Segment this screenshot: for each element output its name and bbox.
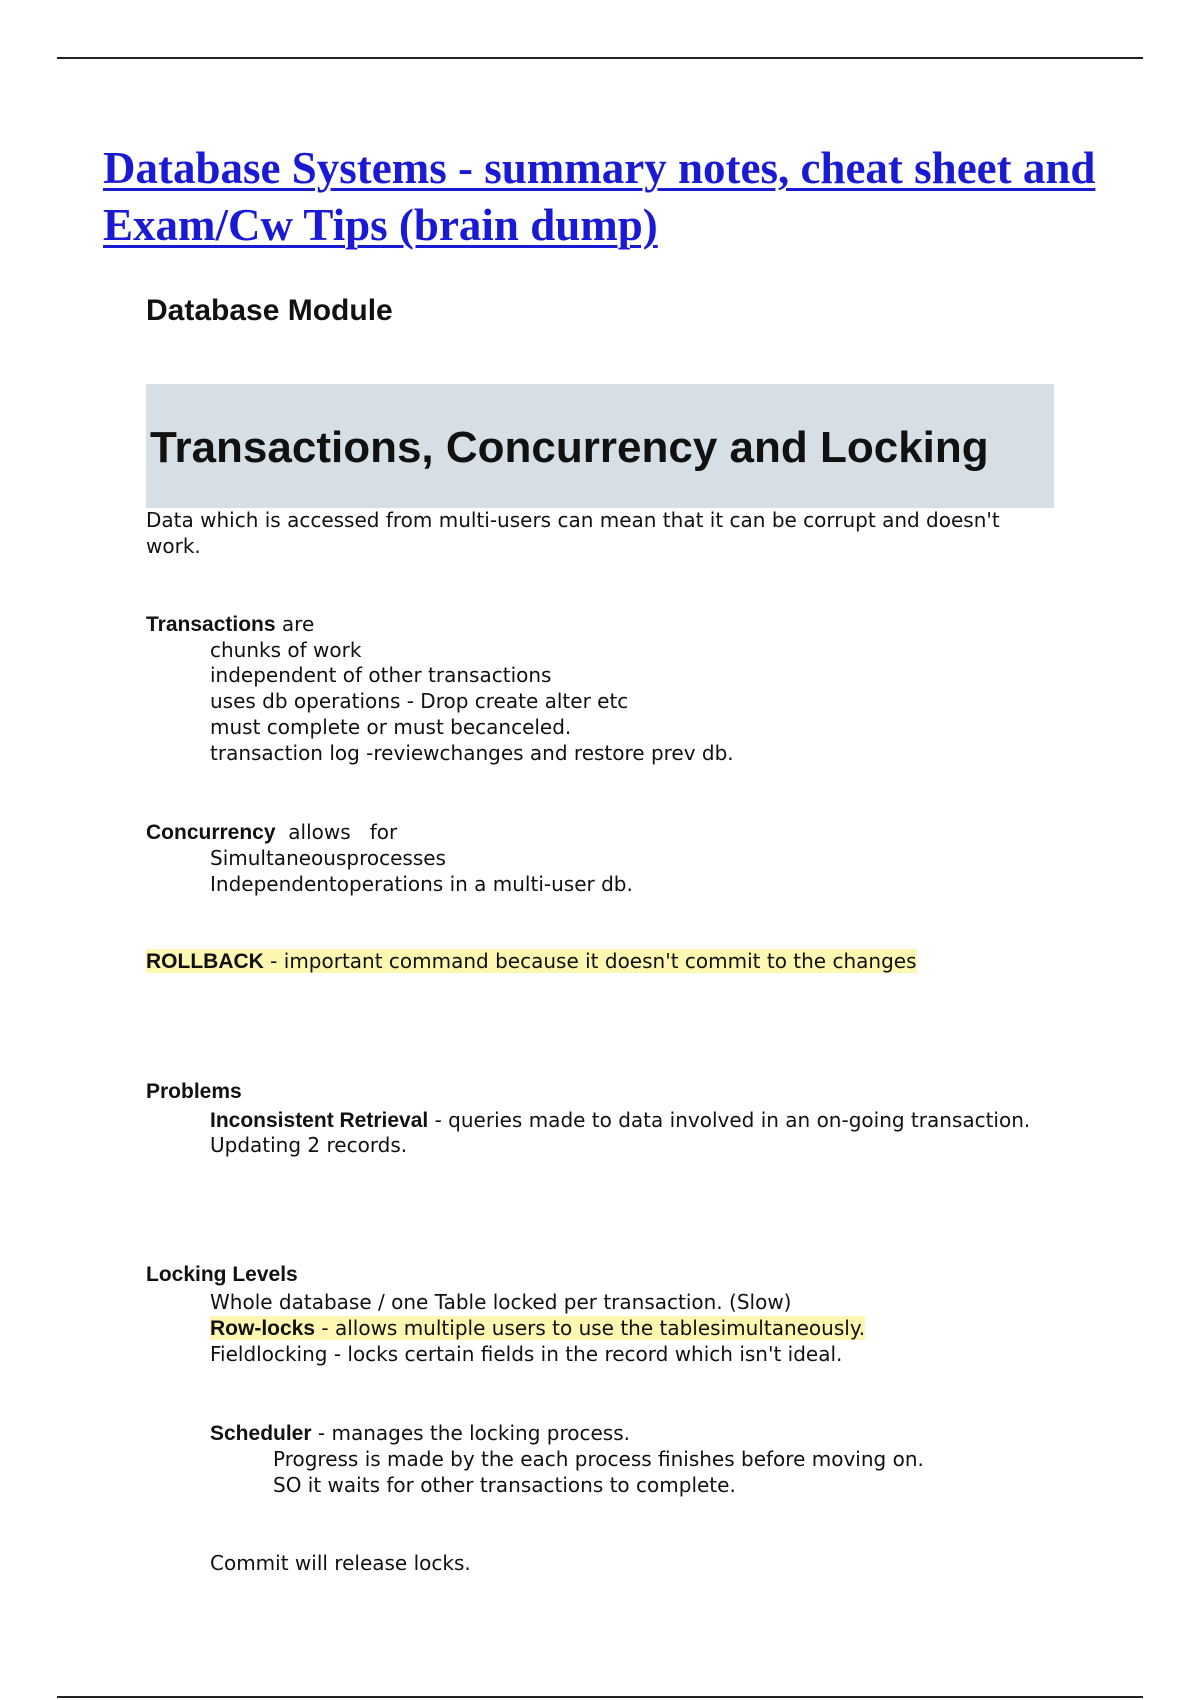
document-title-link[interactable]: Database Systems - summary notes, cheat sheet and Exam/Cw Tips (brain dump) (103, 143, 1096, 250)
locking-level-item-rowlocks (210, 1315, 865, 1342)
locking-level-item: Fieldlocking - locks certain fields in the record which isn't ideal. (210, 1342, 843, 1366)
problems-item-line2: Updating 2 records. (210, 1133, 408, 1157)
section-title: Transactions, Concurrency and Locking (150, 423, 989, 472)
rollback-note (146, 948, 917, 975)
list-item: must complete or must becanceled. (210, 715, 572, 739)
locking-level-item: Whole database / one Table locked per transaction. (Slow) (210, 1290, 792, 1314)
list-item: Simultaneousprocesses (210, 846, 446, 870)
transactions-suffix: are (275, 612, 315, 636)
list-item: uses db operations - Drop create alter etc (210, 689, 629, 713)
transactions-heading (146, 611, 314, 638)
scheduler-term: Scheduler (210, 1422, 312, 1445)
concurrency-suffix: allows for (275, 820, 398, 844)
intro-paragraph: Data which is accessed from multi-users can mean that it can be corrupt and doesn't work. (146, 508, 1000, 558)
list-item: Independentoperations in a multi-user db. (210, 872, 633, 896)
scheduler-detail: SO it waits for other transactions to complete. (273, 1473, 736, 1497)
problems-item-term: Inconsistent Retrieval (210, 1109, 429, 1132)
list-item: transaction log -reviewchanges and restore prev db. (210, 741, 734, 765)
problems-heading: Problems (146, 1080, 242, 1103)
scheduler-detail: Progress is made by the each process finishes before moving on. (273, 1447, 924, 1471)
list-item: independent of other transactions (210, 663, 552, 687)
scheduler-line (210, 1420, 630, 1447)
rowlocks-term: Row-locks (210, 1317, 316, 1340)
top-divider (57, 57, 1143, 59)
rowlocks-text: - allows multiple users to use the tablesimultaneously. (315, 1316, 866, 1340)
rollback-text: - important command because it doesn't commit to the changes (263, 949, 917, 973)
rollback-term: ROLLBACK (146, 950, 264, 973)
problems-item (210, 1107, 1030, 1134)
concurrency-term: Concurrency (146, 821, 276, 844)
bottom-divider (57, 1696, 1143, 1698)
section-banner (146, 384, 1054, 508)
locking-levels-heading: Locking Levels (146, 1263, 298, 1286)
module-heading: Database Module (146, 294, 393, 327)
problems-item-text: - queries made to data involved in an on-going transaction. (428, 1108, 1031, 1132)
commit-note: Commit will release locks. (210, 1551, 471, 1575)
transactions-term: Transactions (146, 613, 276, 636)
concurrency-heading (146, 819, 397, 846)
scheduler-text: - manages the locking process. (311, 1421, 630, 1445)
list-item: chunks of work (210, 638, 362, 662)
